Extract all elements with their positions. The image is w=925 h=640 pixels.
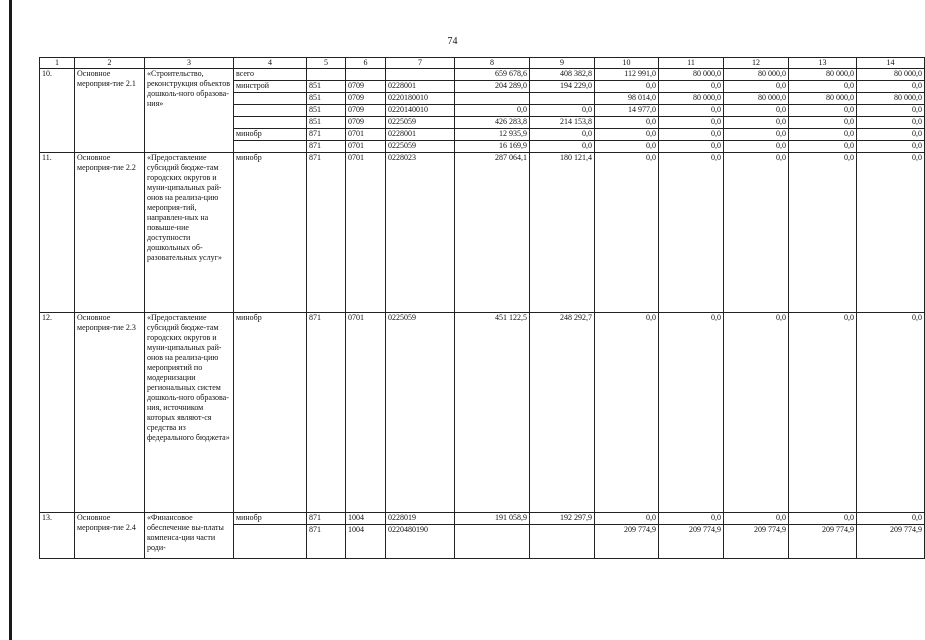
amount-cell: 80 000,0 xyxy=(789,69,857,81)
executor-cell: минобр xyxy=(234,129,307,141)
code-cell: 851 xyxy=(307,93,346,105)
executor-cell: всего xyxy=(234,69,307,81)
amount-cell: 0,0 xyxy=(724,313,789,513)
amount-cell: 0,0 xyxy=(857,105,925,117)
row-number: 12. xyxy=(40,313,75,513)
amount-cell: 0,0 xyxy=(659,117,724,129)
amount-cell: 659 678,6 xyxy=(455,69,530,81)
row-number: 13. xyxy=(40,513,75,559)
code-cell xyxy=(386,69,455,81)
amount-cell: 194 229,0 xyxy=(530,81,595,93)
code-cell: 0701 xyxy=(346,129,386,141)
amount-cell: 408 382,8 xyxy=(530,69,595,81)
amount-cell: 0,0 xyxy=(789,513,857,525)
amount-cell: 0,0 xyxy=(659,141,724,153)
event-description: «Финансовое обеспечение вы-платы компенса-ции части роди- xyxy=(145,513,234,559)
code-cell: 0701 xyxy=(346,153,386,313)
executor-cell xyxy=(234,141,307,153)
amount-cell: 0,0 xyxy=(724,141,789,153)
event-description: «Строительство, реконструкция объектов дошколь-ного образова-ния» xyxy=(145,69,234,153)
code-cell: 1004 xyxy=(346,525,386,559)
amount-cell: 0,0 xyxy=(659,129,724,141)
code-cell: 871 xyxy=(307,153,346,313)
amount-cell: 180 121,4 xyxy=(530,153,595,313)
code-cell: 851 xyxy=(307,81,346,93)
amount-cell: 0,0 xyxy=(724,129,789,141)
col-header: 3 xyxy=(145,58,234,69)
amount-cell: 0,0 xyxy=(724,513,789,525)
col-header: 11 xyxy=(659,58,724,69)
page-edge-line xyxy=(9,0,12,640)
code-cell: 0701 xyxy=(346,141,386,153)
executor-cell: минобр xyxy=(234,513,307,525)
amount-cell: 80 000,0 xyxy=(857,93,925,105)
code-cell: 0225059 xyxy=(386,141,455,153)
amount-cell: 191 058,9 xyxy=(455,513,530,525)
amount-cell: 0,0 xyxy=(595,513,659,525)
amount-cell: 80 000,0 xyxy=(659,69,724,81)
amount-cell: 0,0 xyxy=(724,153,789,313)
table-row xyxy=(40,153,925,313)
col-header: 9 xyxy=(530,58,595,69)
amount-cell: 0,0 xyxy=(659,513,724,525)
amount-cell: 14 977,0 xyxy=(595,105,659,117)
code-cell: 0228023 xyxy=(386,153,455,313)
code-cell: 0220480190 xyxy=(386,525,455,559)
executor-cell: минобр xyxy=(234,153,307,313)
amount-cell xyxy=(455,525,530,559)
code-cell: 0701 xyxy=(346,313,386,513)
col-header: 1 xyxy=(40,58,75,69)
executor-cell xyxy=(234,105,307,117)
event-description: «Предоставление субсидий бюдже-там городских округов и муни-ципальных рай-онов на реализа-цию мероприя-тий, направлен-ных на повыше-ние доступности дошкольных об-разовательных услуг» xyxy=(145,153,234,313)
amount-cell: 426 283,8 xyxy=(455,117,530,129)
amount-cell: 0,0 xyxy=(595,81,659,93)
amount-cell: 0,0 xyxy=(595,117,659,129)
amount-cell: 0,0 xyxy=(789,117,857,129)
event-description: «Предоставление субсидий бюдже-там городских округов и муни-ципальных рай-онов на реализа-цию мероприятий по модернизации региональных систем дошколь-ного образова-ния, источником которых являют-ся средства из федерального бюджета» xyxy=(145,313,234,513)
amount-cell: 98 014,0 xyxy=(595,93,659,105)
executor-cell xyxy=(234,117,307,129)
code-cell: 0220180010 xyxy=(386,93,455,105)
amount-cell: 0,0 xyxy=(659,153,724,313)
code-cell: 871 xyxy=(307,129,346,141)
amount-cell: 80 000,0 xyxy=(724,69,789,81)
amount-cell: 0,0 xyxy=(857,513,925,525)
amount-cell: 0,0 xyxy=(789,81,857,93)
event-name: Основное мероприя-тие 2.2 xyxy=(75,153,145,313)
table-row xyxy=(40,513,925,525)
amount-cell: 0,0 xyxy=(659,313,724,513)
amount-cell: 0,0 xyxy=(789,105,857,117)
amount-cell: 192 297,9 xyxy=(530,513,595,525)
amount-cell: 287 064,1 xyxy=(455,153,530,313)
amount-cell: 209 774,9 xyxy=(789,525,857,559)
amount-cell: 0,0 xyxy=(857,117,925,129)
header-row xyxy=(40,58,925,69)
row-number: 10. xyxy=(40,69,75,153)
amount-cell: 0,0 xyxy=(724,81,789,93)
code-cell: 871 xyxy=(307,525,346,559)
amount-cell: 112 991,0 xyxy=(595,69,659,81)
amount-cell: 0,0 xyxy=(857,141,925,153)
col-header: 8 xyxy=(455,58,530,69)
code-cell: 0709 xyxy=(346,81,386,93)
amount-cell: 0,0 xyxy=(530,141,595,153)
event-name: Основное мероприя-тие 2.1 xyxy=(75,69,145,153)
amount-cell: 12 935,9 xyxy=(455,129,530,141)
amount-cell: 204 289,0 xyxy=(455,81,530,93)
amount-cell: 16 169,9 xyxy=(455,141,530,153)
amount-cell xyxy=(530,93,595,105)
code-cell: 871 xyxy=(307,313,346,513)
amount-cell: 80 000,0 xyxy=(659,93,724,105)
amount-cell: 0,0 xyxy=(595,153,659,313)
amount-cell: 451 122,5 xyxy=(455,313,530,513)
amount-cell: 0,0 xyxy=(724,105,789,117)
col-header: 6 xyxy=(346,58,386,69)
amount-cell: 80 000,0 xyxy=(857,69,925,81)
amount-cell: 0,0 xyxy=(857,81,925,93)
col-header: 5 xyxy=(307,58,346,69)
amount-cell: 80 000,0 xyxy=(789,93,857,105)
code-cell: 0709 xyxy=(346,117,386,129)
code-cell: 871 xyxy=(307,513,346,525)
code-cell xyxy=(346,69,386,81)
code-cell: 871 xyxy=(307,141,346,153)
code-cell: 1004 xyxy=(346,513,386,525)
amount-cell: 209 774,9 xyxy=(595,525,659,559)
amount-cell: 209 774,9 xyxy=(857,525,925,559)
amount-cell: 0,0 xyxy=(789,153,857,313)
executor-cell xyxy=(234,525,307,559)
col-header: 4 xyxy=(234,58,307,69)
amount-cell: 0,0 xyxy=(530,105,595,117)
page-number: 74 xyxy=(447,36,458,47)
code-cell: 0225059 xyxy=(386,313,455,513)
executor-cell xyxy=(234,93,307,105)
amount-cell: 0,0 xyxy=(455,105,530,117)
code-cell: 0228019 xyxy=(386,513,455,525)
executor-cell: минстрой xyxy=(234,81,307,93)
table-row xyxy=(40,313,925,513)
code-cell: 0709 xyxy=(346,93,386,105)
amount-cell: 0,0 xyxy=(724,117,789,129)
amount-cell: 0,0 xyxy=(530,129,595,141)
amount-cell: 0,0 xyxy=(857,153,925,313)
col-header: 14 xyxy=(857,58,925,69)
row-number: 11. xyxy=(40,153,75,313)
code-cell xyxy=(307,69,346,81)
amount-cell: 248 292,7 xyxy=(530,313,595,513)
col-header: 13 xyxy=(789,58,857,69)
code-cell: 0709 xyxy=(346,105,386,117)
col-header: 12 xyxy=(724,58,789,69)
amount-cell: 209 774,9 xyxy=(659,525,724,559)
code-cell: 0228001 xyxy=(386,81,455,93)
budget-table xyxy=(39,57,925,559)
event-name: Основное мероприя-тие 2.3 xyxy=(75,313,145,513)
amount-cell: 0,0 xyxy=(789,313,857,513)
code-cell: 851 xyxy=(307,117,346,129)
col-header: 10 xyxy=(595,58,659,69)
amount-cell: 209 774,9 xyxy=(724,525,789,559)
amount-cell: 80 000,0 xyxy=(724,93,789,105)
amount-cell: 0,0 xyxy=(659,105,724,117)
amount-cell: 0,0 xyxy=(857,129,925,141)
amount-cell: 214 153,8 xyxy=(530,117,595,129)
event-name: Основное мероприя-тие 2.4 xyxy=(75,513,145,559)
amount-cell: 0,0 xyxy=(595,141,659,153)
amount-cell: 0,0 xyxy=(595,313,659,513)
executor-cell: минобр xyxy=(234,313,307,513)
amount-cell: 0,0 xyxy=(595,129,659,141)
code-cell: 0228001 xyxy=(386,129,455,141)
amount-cell xyxy=(530,525,595,559)
code-cell: 0220140010 xyxy=(386,105,455,117)
code-cell: 0225059 xyxy=(386,117,455,129)
table-row xyxy=(40,69,925,81)
amount-cell: 0,0 xyxy=(789,129,857,141)
amount-cell: 0,0 xyxy=(789,141,857,153)
amount-cell: 0,0 xyxy=(659,81,724,93)
col-header: 7 xyxy=(386,58,455,69)
amount-cell: 0,0 xyxy=(857,313,925,513)
amount-cell xyxy=(455,93,530,105)
code-cell: 851 xyxy=(307,105,346,117)
col-header: 2 xyxy=(75,58,145,69)
